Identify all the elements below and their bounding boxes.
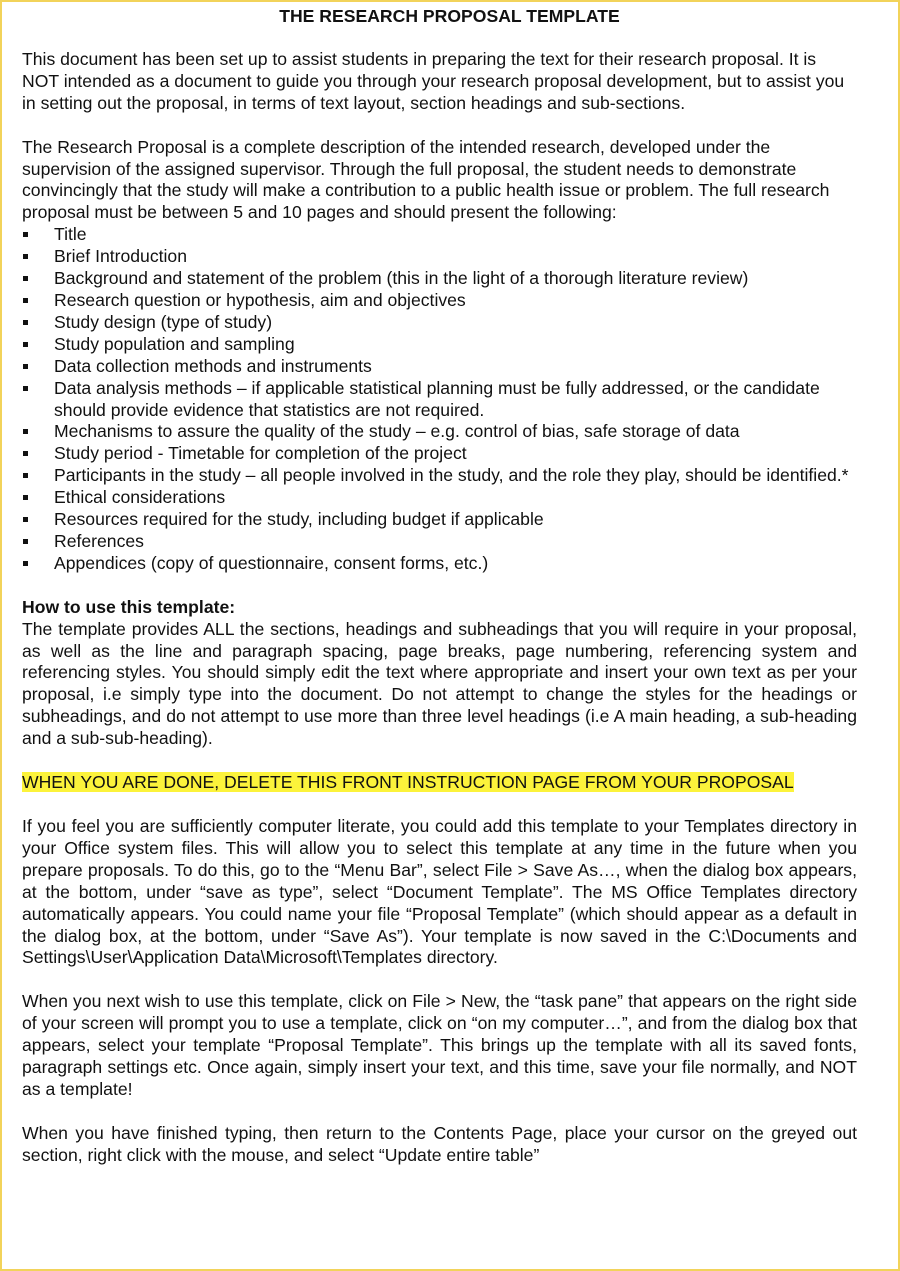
square-bullet-icon xyxy=(23,254,28,259)
list-item xyxy=(22,312,857,334)
square-bullet-icon xyxy=(23,495,28,500)
list-item-text: Brief Introduction xyxy=(54,246,188,267)
square-bullet-icon xyxy=(23,320,28,325)
list-item-text: Background and statement of the problem (this in the light of a thorough literature review) xyxy=(54,268,749,289)
list-item xyxy=(22,531,857,553)
list-item xyxy=(22,553,857,575)
list-item-text: Appendices (copy of questionnaire, consent forms, etc.) xyxy=(54,552,489,573)
square-bullet-icon xyxy=(23,561,28,566)
delete-warning xyxy=(22,772,857,794)
how-to-heading: How to use this template: xyxy=(22,596,236,617)
list-item-text: Mechanisms to assure the quality of the study – e.g. control of bias, safe storage of data xyxy=(54,421,740,442)
square-bullet-icon xyxy=(23,539,28,544)
list-item xyxy=(22,268,857,290)
list-item-text: Study population and sampling xyxy=(54,333,295,354)
description-paragraph: The Research Proposal is a complete description of the intended research, developed under the supervision of the assigned supervisor. Through the full proposal, the student needs to demonstrate convincingly that the study will make a contribution to a public health issue or problem. The full research proposal must be between 5 and 10 pages and should present the following: xyxy=(22,136,830,223)
highlighted-warning-text: WHEN YOU ARE DONE, DELETE THIS FRONT INSTRUCTION PAGE FROM YOUR PROPOSAL xyxy=(22,772,794,793)
square-bullet-icon xyxy=(23,473,28,478)
document-title: THE RESEARCH PROPOSAL TEMPLATE xyxy=(279,6,620,26)
list-item xyxy=(22,443,857,465)
square-bullet-icon xyxy=(23,517,28,522)
square-bullet-icon xyxy=(23,276,28,281)
square-bullet-icon xyxy=(23,429,28,434)
list-item xyxy=(22,421,857,443)
square-bullet-icon xyxy=(23,232,28,237)
list-item xyxy=(22,509,857,531)
finished-paragraph: When you have finished typing, then return to the Contents Page, place your cursor on the greyed out section, right click with the mouse, and select “Update entire table” xyxy=(22,1122,857,1165)
square-bullet-icon xyxy=(23,342,28,347)
list-item-text: Resources required for the study, including budget if applicable xyxy=(54,509,544,530)
list-item xyxy=(22,487,857,509)
next-use-paragraph: When you next wish to use this template, click on File > New, the “task pane” that appears on the right side of your screen will prompt you to use a template, click on “on my computer…”, and from the dialog box that appears, select your template “Proposal Template”. This brings up the template with all its saved fonts, paragraph settings etc. Once again, simply insert your text, and this time, save your file normally, and NOT as a template! xyxy=(22,991,857,1099)
list-item-text: Study design (type of study) xyxy=(54,311,273,332)
square-bullet-icon xyxy=(23,451,28,456)
list-item xyxy=(22,246,857,268)
square-bullet-icon xyxy=(23,298,28,303)
list-item-text: Title xyxy=(54,224,87,245)
templates-paragraph: If you feel you are sufficiently computer literate, you could add this template to your Templates directory in your Office system files. This will allow you to select this template at any time in the future when you prepare proposals. To do this, go to the “Menu Bar”, select File > Save As…, when the dialog box appears, at the bottom, under “save as type”, select “Document Template”. The MS Office Templates directory automatically appears. You could name your file “Proposal Template” (which should appear as a default in the dialog box, at the bottom, under “Save As”). Your template is now saved in the C:\Documents and Settings\User\Application Data\Microsoft\Templates directory. xyxy=(22,816,857,968)
list-item-text: Research question or hypothesis, aim and objectives xyxy=(54,289,466,310)
requirements-list xyxy=(22,224,857,575)
document-body xyxy=(22,6,857,1167)
list-item-text: Data collection methods and instruments xyxy=(54,355,372,376)
list-item-text: References xyxy=(54,530,144,551)
intro-paragraph: This document has been set up to assist students in preparing the text for their research proposal. It is NOT intended as a document to guide you through your research proposal development, but to assist you in setting out the proposal, in terms of text layout, section headings and sub-sections. xyxy=(22,48,845,113)
list-item xyxy=(22,290,857,312)
list-item xyxy=(22,224,857,246)
square-bullet-icon xyxy=(23,364,28,369)
list-item-text: Data analysis methods – if applicable statistical planning must be fully addressed, or the candidate should provide evidence that statistics are not required. xyxy=(54,377,820,420)
square-bullet-icon xyxy=(23,386,28,391)
list-item xyxy=(22,334,857,356)
list-item-text: Ethical considerations xyxy=(54,487,226,508)
how-to-paragraph: The template provides ALL the sections, headings and subheadings that you will require in your proposal, as well as the line and paragraph spacing, page breaks, page numbering, referencing system and referencing styles. You should simply edit the text where appropriate and insert your own text as per your proposal, i.e simply type into the document. Do not attempt to change the styles for the headings or subheadings, and do not attempt to use more than three level headings (i.e A main heading, a sub-heading and a sub-sub-heading). xyxy=(22,618,857,749)
list-item xyxy=(22,356,857,378)
list-item-text: Study period - Timetable for completion of the project xyxy=(54,443,467,464)
list-item xyxy=(22,465,857,487)
list-item-text: Participants in the study – all people involved in the study, and the role they play, should be identified.* xyxy=(54,465,849,486)
list-item xyxy=(22,378,857,422)
